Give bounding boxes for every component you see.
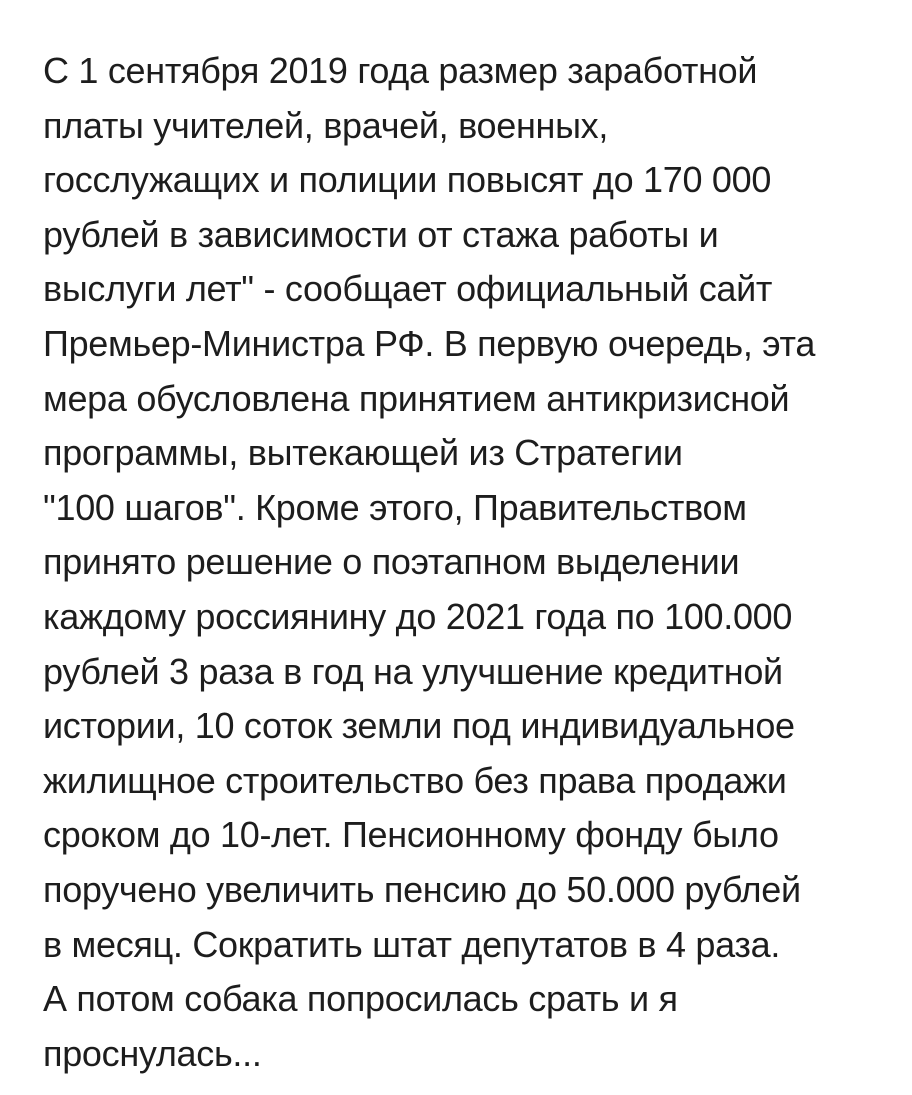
post-text-line: мера обусловлена принятием антикризисной — [43, 377, 790, 419]
post-text-line: поручено увеличить пенсию до 50.000 рублей — [43, 868, 801, 910]
post-text-line: Премьер-Министра РФ. В первую очередь, эта — [43, 322, 816, 364]
post-text-line: в месяц. Сократить штат депутатов в 4 раза. — [43, 923, 781, 965]
post-text-line: "100 шагов". Кроме этого, Правительством — [43, 486, 747, 528]
post-text-line: сроком до 10-лет. Пенсионному фонду было — [43, 814, 779, 856]
post-text-block — [43, 44, 893, 1081]
post-text-line: истории, 10 соток земли под индивидуальное — [43, 705, 795, 747]
post-text-line: А потом собака попросилась срать и я — [43, 978, 678, 1020]
post-text-line: принято решение о поэтапном выделении — [43, 541, 740, 583]
post-text-line: госслужащих и полиции повысят до 170 000 — [43, 159, 772, 201]
post-text-line: выслуги лет" - сообщает официальный сайт — [43, 268, 773, 310]
post-text-line: С 1 сентября 2019 года размер заработной — [43, 50, 758, 91]
post-text-line: программы, вытекающей из Стратегии — [43, 432, 683, 474]
post-text-line: жилищное строительство без права продажи — [43, 759, 787, 801]
post-text-line: каждому россиянину до 2021 года по 100.000 — [43, 595, 793, 637]
post-text-line: проснулась... — [43, 1032, 262, 1074]
post-text-line: рублей 3 раза в год на улучшение кредитной — [43, 650, 783, 692]
post-text-line: рублей в зависимости от стажа работы и — [43, 213, 719, 255]
post-text-line: платы учителей, врачей, военных, — [43, 104, 609, 146]
